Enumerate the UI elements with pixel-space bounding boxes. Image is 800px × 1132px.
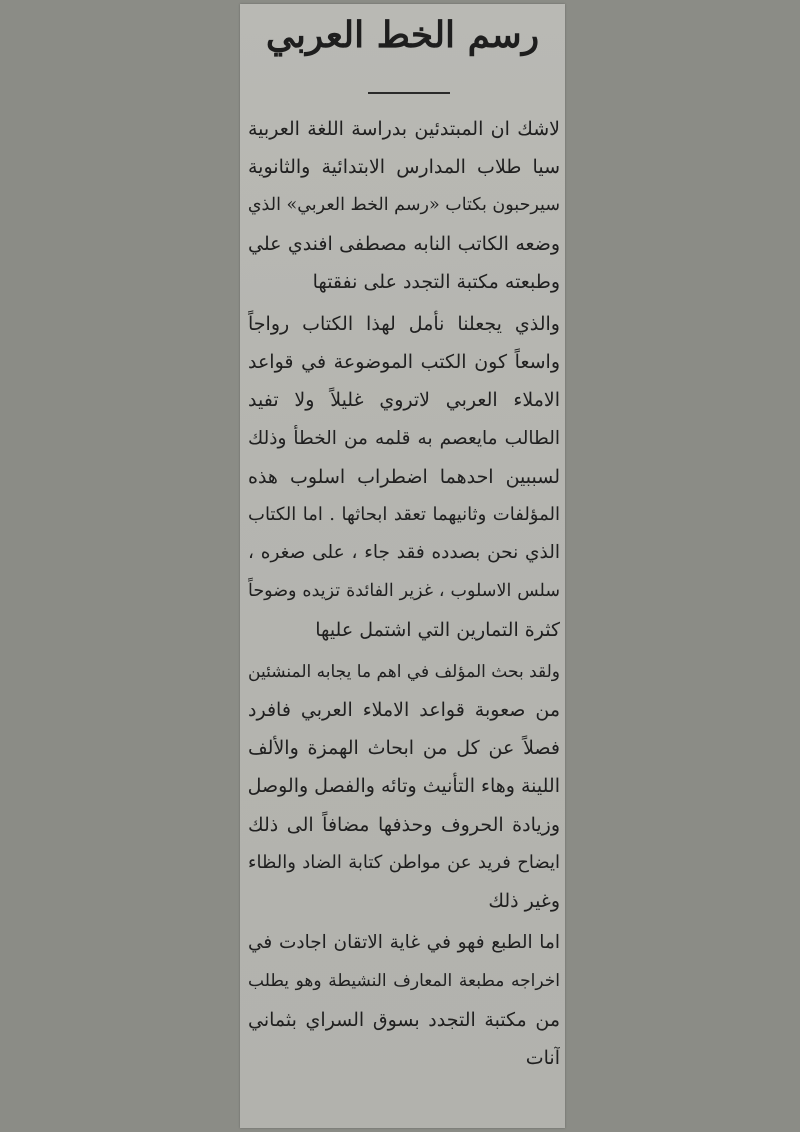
text-line: من صعوبة قواعد الاملاء العربي فافرد — [248, 699, 560, 722]
text-line: وزيادة الحروف وحذفها مضافاً الى ذلك — [248, 813, 560, 836]
text-line: اللينة وهاء التأنيث وتائه والفصل والوصل — [248, 775, 560, 798]
text-line: واسعاً كون الكتب الموضوعة في قواعد — [248, 351, 560, 374]
text-line: وطبعته مكتبة التجدد على نفقتها — [312, 270, 560, 293]
text-line: من مكتبة التجدد بسوق السراي بثماني — [248, 1008, 560, 1031]
text-line: وغير ذلك — [488, 890, 560, 913]
text-line: اما الطبع فهو في غاية الاتقان اجادت في — [248, 932, 560, 954]
paragraph-1 — [248, 110, 560, 301]
text-line: الاملاء العربي لاتروي غليلاً ولا تفيد — [248, 389, 560, 412]
text-line: اخراجه مطبعة المعارف النشيطة وهو يطلب — [248, 971, 560, 992]
title-divider — [368, 92, 450, 94]
text-line: آنات — [525, 1046, 560, 1069]
text-line: كثرة التمارين التي اشتمل عليها — [315, 618, 560, 641]
text-line: المؤلفات وثانيهما تعقد ابحاثها . اما الكتاب — [248, 504, 560, 526]
text-line: لسببين احدهما اضطراب اسلوب هذه — [248, 465, 560, 488]
text-line: سلس الاسلوب ، غزير الفائدة تزيده وضوحاً — [248, 581, 560, 602]
article-title: رسم الخط العربي — [265, 14, 540, 56]
text-line: ايضاح فريد عن مواطن كتابة الضاد والظاء — [248, 851, 560, 873]
text-line: لاشك ان المبتدئين بدراسة اللغة العربية — [248, 118, 560, 140]
article-body — [248, 110, 560, 1077]
newspaper-clipping — [240, 4, 565, 1128]
text-line: فصلاً عن كل من ابحاث الهمزة والألف — [248, 737, 560, 760]
paragraph-2 — [248, 305, 560, 649]
text-line: سيا طلاب المدارس الابتدائية والثانوية — [248, 156, 560, 179]
text-line: ولقد بحث المؤلف في اهم ما يجابه المنشئين — [248, 661, 560, 682]
paragraph-3 — [248, 653, 560, 920]
text-line: سيرحبون بكتاب «رسم الخط العربي» الذي — [248, 195, 560, 216]
paragraph-4 — [248, 924, 560, 1077]
text-line: الطالب مايعصم به قلمه من الخطأ وذلك — [248, 427, 560, 449]
text-line: وضعه الكاتب النابه مصطفى افندي علي — [248, 232, 560, 255]
text-line: الذي نحن بصدده فقد جاء ، على صغره ، — [248, 542, 560, 564]
text-line: والذي يجعلنا نأمل لهذا الكتاب رواجاً — [248, 313, 560, 336]
